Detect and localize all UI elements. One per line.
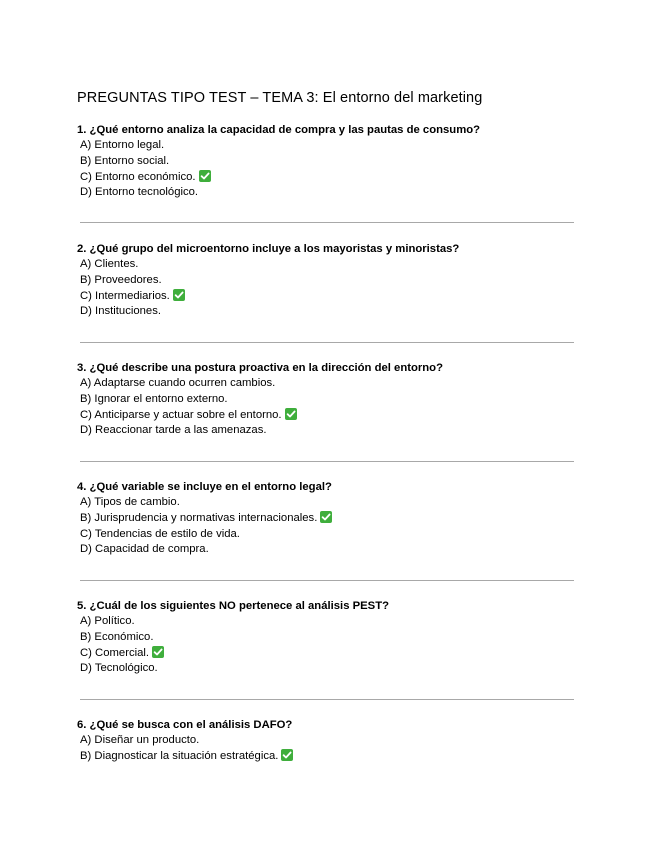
- option-label: B) Económico.: [80, 630, 154, 643]
- question-6: [77, 717, 577, 765]
- section-divider: [80, 580, 574, 581]
- option-b: [77, 511, 577, 527]
- option-d: [77, 185, 577, 201]
- option-label: C) Tendencias de estilo de vida.: [80, 527, 240, 540]
- option-c: [77, 527, 577, 543]
- option-label: D) Capacidad de compra.: [80, 543, 209, 556]
- check-mark-icon: [320, 511, 332, 523]
- option-d: [77, 423, 577, 439]
- question-text: 3. ¿Qué describe una postura proactiva en la dirección del entorno?: [77, 362, 443, 374]
- option-label: A) Diseñar un producto.: [80, 734, 200, 746]
- check-mark-icon: [199, 170, 211, 182]
- check-mark-icon: [285, 408, 297, 420]
- section-divider: [80, 699, 574, 700]
- question-5: [77, 598, 577, 677]
- option-b: [77, 392, 577, 408]
- option-a: [77, 733, 577, 749]
- option-label: A) Tipos de cambio.: [80, 496, 180, 508]
- option-label: B) Diagnosticar la situación estratégica.: [80, 749, 279, 762]
- option-label: C) Comercial.: [80, 646, 150, 659]
- option-label: A) Entorno legal.: [80, 139, 165, 151]
- document-title: PREGUNTAS TIPO TEST – TEMA 3: El entorno del marketing: [77, 90, 483, 106]
- check-mark-icon: [173, 289, 185, 301]
- option-label: D) Entorno tecnológico.: [80, 186, 199, 199]
- option-label: C) Entorno económico.: [80, 170, 196, 183]
- question-4: [77, 479, 577, 558]
- question-text: 2. ¿Qué grupo del microentorno incluye a los mayoristas y minoristas?: [77, 243, 460, 255]
- question-3: [77, 360, 577, 439]
- question-text: 6. ¿Qué se busca con el análisis DAFO?: [77, 719, 293, 731]
- section-divider: [80, 222, 574, 223]
- option-b: [77, 630, 577, 646]
- option-b: [77, 154, 577, 170]
- section-divider: [80, 342, 574, 343]
- option-label: B) Entorno social.: [80, 154, 170, 167]
- option-label: A) Clientes.: [80, 258, 139, 270]
- option-c: [77, 289, 577, 305]
- option-b: [77, 273, 577, 289]
- question-text: 5. ¿Cuál de los siguientes NO pertenece al análisis PEST?: [77, 600, 390, 612]
- question-1: [77, 122, 577, 201]
- option-label: D) Tecnológico.: [80, 662, 158, 675]
- option-label: B) Proveedores.: [80, 273, 162, 286]
- question-text: 1. ¿Qué entorno analiza la capacidad de compra y las pautas de consumo?: [77, 124, 481, 136]
- option-label: D) Reaccionar tarde a las amenazas.: [80, 424, 267, 437]
- question-text: 4. ¿Qué variable se incluye en el entorno legal?: [77, 481, 332, 493]
- check-mark-icon: [152, 646, 164, 658]
- option-label: C) Intermediarios.: [80, 289, 170, 302]
- option-c: [77, 646, 577, 662]
- option-label: A) Adaptarse cuando ocurren cambios.: [80, 377, 276, 389]
- option-a: [77, 257, 577, 273]
- option-c: [77, 170, 577, 186]
- section-divider: [80, 461, 574, 462]
- option-a: [77, 138, 577, 154]
- option-label: B) Ignorar el entorno externo.: [80, 392, 228, 405]
- option-a: [77, 495, 577, 511]
- option-d: [77, 304, 577, 320]
- option-label: C) Anticiparse y actuar sobre el entorno.: [80, 408, 282, 421]
- option-c: [77, 408, 577, 424]
- option-a: [77, 376, 577, 392]
- option-d: [77, 542, 577, 558]
- option-label: B) Jurisprudencia y normativas internacionales.: [80, 511, 318, 524]
- option-label: A) Político.: [80, 615, 135, 627]
- question-2: [77, 241, 577, 320]
- option-b: [77, 749, 577, 765]
- option-a: [77, 614, 577, 630]
- option-label: D) Instituciones.: [80, 305, 161, 318]
- option-d: [77, 661, 577, 677]
- check-mark-icon: [281, 749, 293, 761]
